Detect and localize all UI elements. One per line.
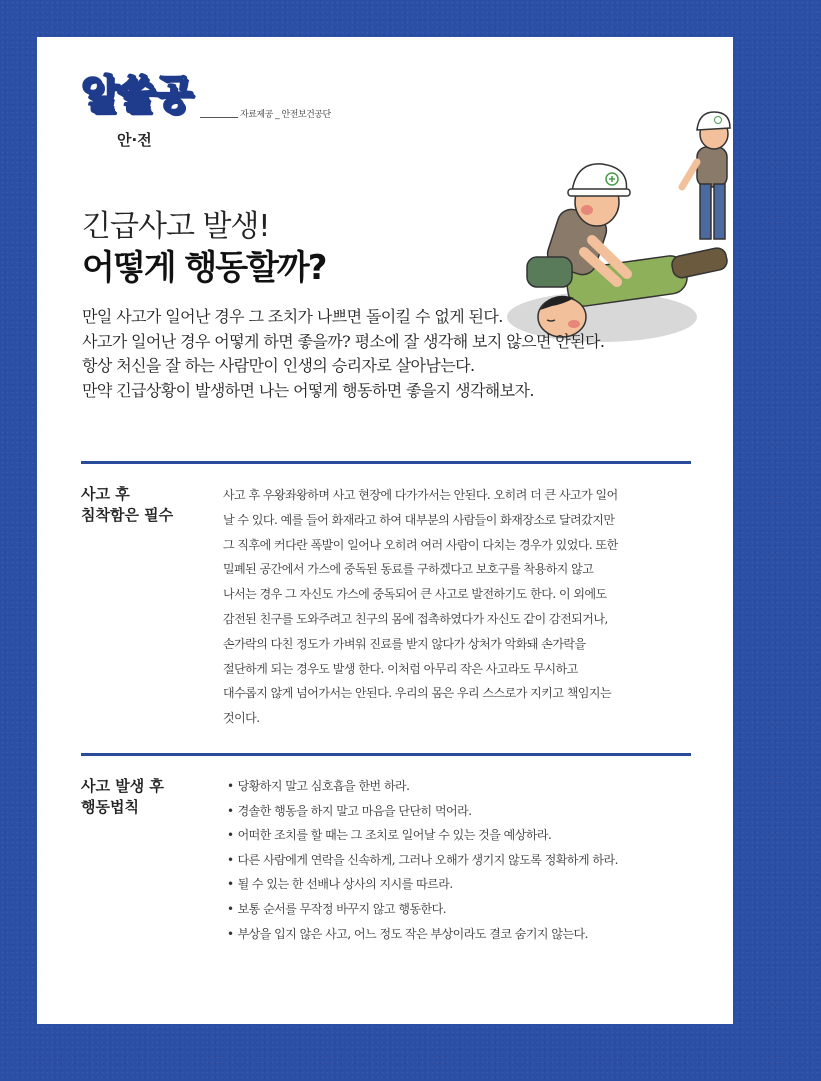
section-heading-line: 침착함은 필수 [81, 506, 174, 524]
bullet-icon: • [227, 803, 234, 818]
intro-line: 만일 사고가 일어난 경우 그 조치가 나쁘면 돌이킬 수 없게 된다. [82, 307, 503, 326]
section-heading-line: 사고 후 [81, 485, 130, 503]
list-item-text: 경솔한 행동을 하지 말고 마음을 단단히 먹어라. [237, 803, 472, 818]
phone-worker-figure [682, 112, 730, 239]
list-item [227, 897, 697, 922]
rules-list [227, 774, 697, 946]
bullet-icon: • [227, 901, 234, 916]
section-heading [81, 484, 173, 526]
intro-paragraph [82, 305, 682, 403]
title-line-1: 긴급사고 발생! [82, 209, 270, 244]
article-page [37, 37, 733, 1024]
list-item-text: 보통 순서를 무작정 바꾸지 않고 행동한다. [237, 901, 447, 916]
section-heading-line: 행동법칙 [81, 798, 139, 816]
bullet-icon: • [227, 779, 234, 793]
list-item [227, 922, 697, 947]
body-line: 절단하게 되는 경우도 발생 한다. 이처럼 아무리 작은 사고라도 무시하고 [223, 661, 578, 676]
list-item-text: 어떠한 조치를 할 때는 그 조치로 일어날 수 있는 것을 예상하라. [237, 828, 552, 843]
body-line: 날 수 있다. 예를 들어 화재라고 하여 대부분의 사람들이 화재장소로 달려갔지만 [223, 512, 615, 527]
bullet-icon: • [227, 828, 234, 843]
intro-line: 만약 긴급상황이 발생하면 나는 어떻게 행동하면 좋을지 생각해보자. [82, 380, 534, 400]
list-item-text: 당황하지 말고 심호흡을 한번 하라. [237, 779, 410, 793]
body-line: 나서는 경우 그 자신도 가스에 중독되어 큰 사고로 발전하기도 한다. 이 외에도 [223, 587, 607, 602]
list-item-text: 될 수 있는 한 선배나 상사의 지시를 따르라. [237, 877, 453, 892]
body-line: 사고 후 우왕좌왕하며 사고 현장에 다가가서는 안된다. 오히려 더 큰 사고가 일어 [223, 488, 618, 502]
section-body [223, 483, 693, 731]
section-heading-line: 사고 발생 후 [81, 777, 164, 795]
list-item [227, 823, 697, 848]
list-item [227, 872, 697, 897]
list-item-text: 부상을 입지 않은 사고, 어느 정도 작은 부상이라도 결코 숨기지 않는다. [237, 926, 588, 941]
intro-line: 사고가 일어난 경우 어떻게 하면 좋을까? 평소에 잘 생각해 보지 않으면 안된다. [82, 331, 605, 351]
body-line: 감전된 친구를 도와주려고 친구의 몸에 접촉하였다가 자신도 같이 감전되거나, [223, 611, 608, 626]
source-credit: 자료제공 _ 안전보건공단 [240, 110, 331, 120]
body-line: 밀폐된 공간에서 가스에 중독된 동료를 구하겠다고 보호구를 착용하지 않고 [223, 562, 594, 577]
list-item [227, 774, 697, 799]
magazine-logo: 알쓸공 [81, 72, 191, 118]
body-line: 손가락의 다친 정도가 가벼워 진료를 받지 않다가 상처가 악화돼 손가락을 [223, 636, 586, 651]
bullet-icon: • [227, 877, 234, 892]
list-item-text: 다른 사람에게 연락을 신속하게, 그러나 오해가 생기지 않도록 정확하게 하라. [237, 852, 618, 867]
body-line: 대수롭지 않게 넘어가서는 안된다. 우리의 몸은 우리 스스로가 지키고 책임지는 [223, 686, 612, 701]
intro-line: 항상 처신을 잘 하는 사람만이 인생의 승리자로 살아남는다. [82, 356, 475, 375]
bullet-icon: • [227, 852, 234, 867]
section-body [227, 774, 697, 946]
logo-subtitle: 안·전 [117, 131, 152, 149]
body-line: 것이다. [223, 711, 260, 726]
title-line-2: 어떻게 행동할까? [82, 248, 326, 288]
section-divider [81, 753, 691, 756]
list-item [227, 799, 697, 824]
bullet-icon: • [227, 926, 234, 941]
body-line: 그 직후에 커다란 폭발이 일어나 오히려 여러 사람이 다치는 경우가 있었다. 또한 [223, 537, 618, 552]
rescuer-figure [527, 164, 630, 287]
section-heading [81, 776, 164, 818]
list-item [227, 848, 697, 873]
source-divider [200, 117, 238, 118]
section-divider [81, 461, 691, 464]
